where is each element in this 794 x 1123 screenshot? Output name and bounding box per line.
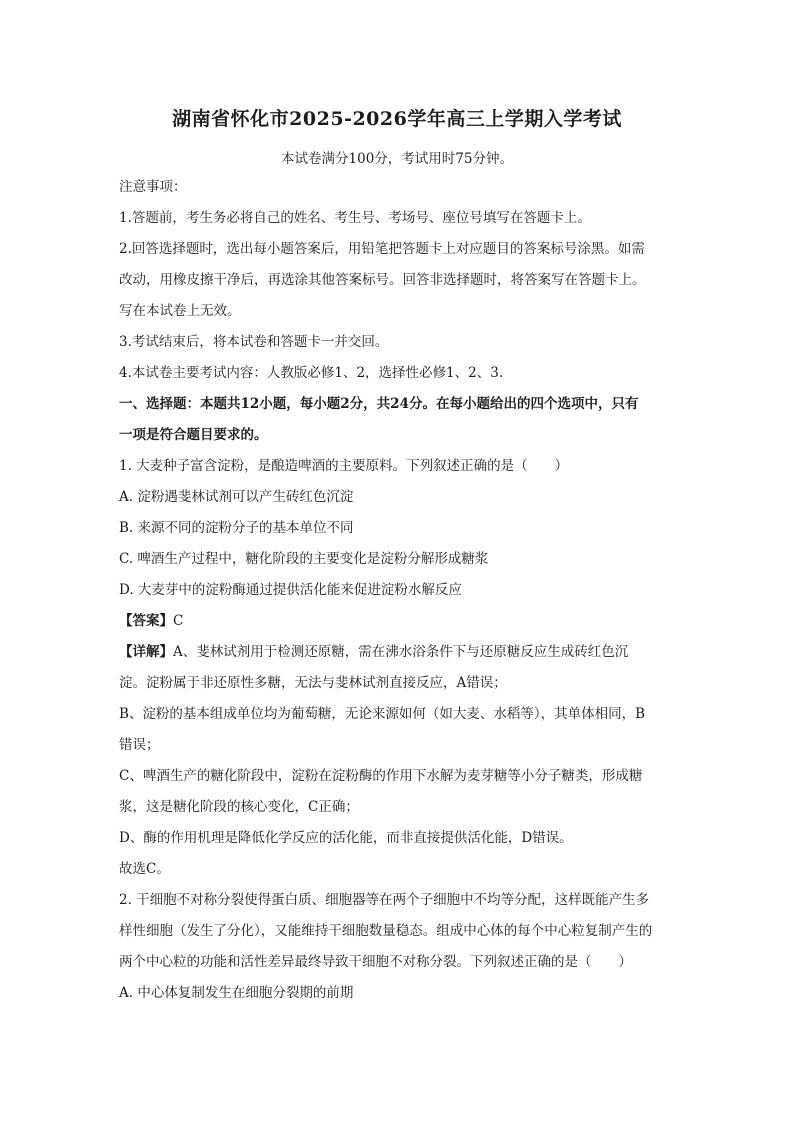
notice-line: 写在本试卷上无效。 (119, 303, 241, 319)
answer-value: C (173, 613, 184, 629)
detail-line: A、斐林试剂用于检测还原糖，需在沸水浴条件下与还原糖反应生成砖红色沉 (173, 644, 629, 660)
question-2-stem: 样性细胞（发生了分化），又能维持干细胞数量稳态。组成中心体的每个中心粒复制产生的 (119, 923, 653, 939)
question-2-stem: 两个中心粒的功能和活性差异最终导致干细胞不对称分裂。下列叙述正确的是（ ） (119, 954, 632, 970)
answer-label: 【答案】 (119, 613, 173, 629)
exam-subtitle: 本试卷满分100分，考试用时75分钟。 (281, 151, 513, 167)
detail-line: B、淀粉的基本组成单位均为葡萄糖，无论来源如何（如大麦、水稻等），其单体相同，B (119, 706, 646, 722)
question-1-detail (119, 643, 628, 661)
notice-line: 2.回答选择题时，选出每小题答案后，用铅笔把答题卡上对应题目的答案标号涂黑。如需 (119, 241, 645, 257)
notice-line: 4.本试卷主要考试内容：人教版必修1、2，选择性必修1、2、3. (119, 365, 504, 381)
question-1-option-d: D. 大麦芽中的淀粉酶通过提供活化能来促进淀粉水解反应 (119, 582, 462, 598)
question-2-option-a: A. 中心体复制发生在细胞分裂期的前期 (119, 985, 354, 1001)
exam-title: 湖南省怀化市2025-2026学年高三上学期入学考试 (172, 108, 622, 130)
detail-label: 【详解】 (119, 644, 173, 660)
question-1-option-c: C. 啤酒生产过程中，糖化阶段的主要变化是淀粉分解形成糖浆 (119, 551, 489, 567)
detail-line: 淀。淀粉属于非还原性多糖，无法与斐林试剂直接反应，A错误； (119, 675, 507, 691)
detail-line: 错误； (119, 737, 160, 753)
detail-line: D、酶的作用机理是降低化学反应的活化能，而非直接提供活化能，D错误。 (119, 830, 573, 846)
question-1-answer (119, 612, 183, 630)
detail-conclusion: 故选C。 (119, 861, 170, 877)
section-heading: 一、选择题：本题共12小题，每小题2分，共24分。在每小题给出的四个选项中，只有 (119, 396, 639, 412)
question-1-option-a: A. 淀粉遇斐林试剂可以产生砖红色沉淀 (119, 489, 354, 505)
notice-line: 1.答题前，考生务必将自己的姓名、考生号、考场号、座位号填写在答题卡上。 (119, 210, 591, 226)
notice-line: 改动，用橡皮擦干净后，再选涂其他答案标号。回答非选择题时，将答案写在答题卡上。 (119, 272, 646, 288)
detail-line: C、啤酒生产的糖化阶段中，淀粉在淀粉酶的作用下水解为麦芽糖等小分子糖类，形成糖 (119, 768, 643, 784)
question-2-stem: 2. 干细胞不对称分裂使得蛋白质、细胞器等在两个子细胞中不均等分配，这样既能产生多 (119, 892, 650, 908)
question-1-option-b: B. 来源不同的淀粉分子的基本单位不同 (119, 520, 354, 536)
notice-line: 3.考试结束后，将本试卷和答题卡一并交回。 (119, 334, 389, 350)
detail-line: 浆，这是糖化阶段的核心变化，C正确； (119, 799, 359, 815)
notice-heading: 注意事项： (119, 179, 187, 195)
question-1-stem: 1. 大麦种子富含淀粉，是酿造啤酒的主要原料。下列叙述正确的是（ ） (119, 458, 569, 474)
section-heading-cont: 一项是符合题目要求的。 (119, 427, 268, 443)
